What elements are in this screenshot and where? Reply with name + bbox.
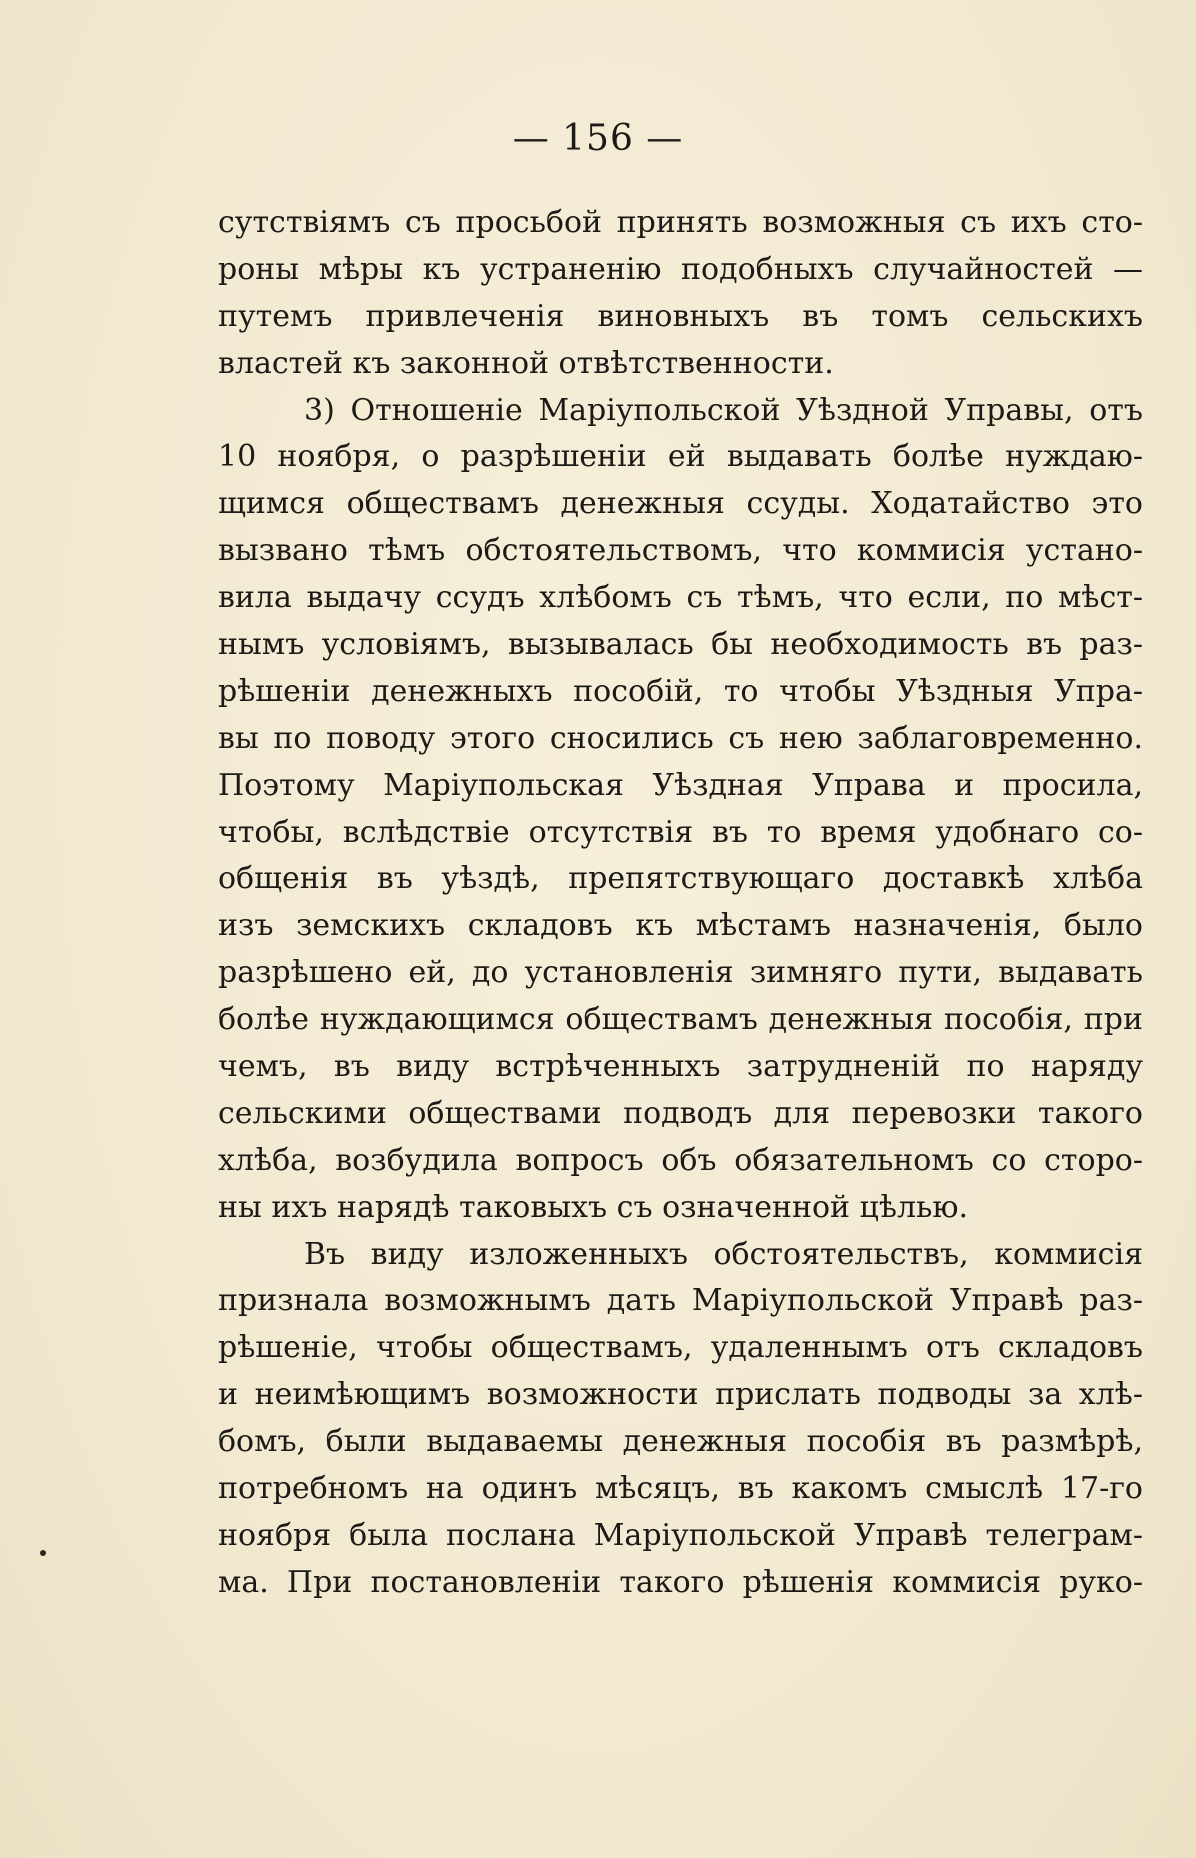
text-line: общенія въ уѣздѣ, препятствующаго доставкѣ хлѣба bbox=[218, 861, 1143, 897]
text-line: вы по поводу этого сносились съ нею заблаговременно. bbox=[218, 720, 1143, 756]
text-line: разрѣшено ей, до установленія зимняго пути, выдавать bbox=[218, 955, 1143, 991]
text-line: рѣшеніе, чтобы обществамъ, удаленнымъ отъ складовъ bbox=[218, 1330, 1143, 1366]
text-line: путемъ привлеченія виновныхъ въ томъ сельскихъ bbox=[218, 298, 1143, 334]
text-line: вызвано тѣмъ обстоятельствомъ, что коммисія устано- bbox=[218, 533, 1143, 569]
text-line: Поэтому Маріупольская Уѣздная Управа и просила, bbox=[218, 767, 1143, 803]
text-line: ноября была послана Маріупольской Управѣ телеграм- bbox=[218, 1517, 1143, 1553]
text-line: чемъ, въ виду встрѣченныхъ затрудненій по наряду bbox=[218, 1049, 1143, 1085]
text-line: рѣшеніи денежныхъ пособій, то чтобы Уѣздныя Упра- bbox=[218, 673, 1143, 709]
ink-speck bbox=[40, 1550, 46, 1556]
text-line: и неимѣющимъ возможности прислать подводы за хлѣ- bbox=[218, 1377, 1143, 1413]
text-line: щимся обществамъ денежныя ссуды. Ходатайство это bbox=[218, 486, 1143, 522]
text-line: властей къ законной отвѣтственности. bbox=[218, 345, 834, 381]
text-line: ма. При постановленіи такого рѣшенія коммисія руко- bbox=[218, 1564, 1143, 1600]
text-line: признала возможнымъ дать Маріупольской Управѣ раз- bbox=[218, 1283, 1143, 1319]
text-line: болѣе нуждающимся обществамъ денежныя пособія, при bbox=[218, 1002, 1143, 1038]
text-line: 3) Отношеніе Маріупольской Уѣздной Управы, отъ bbox=[304, 392, 1143, 428]
text-line: сутствіямъ съ просьбой принять возможныя съ ихъ сто- bbox=[218, 205, 1143, 240]
text-line: нымъ условіямъ, вызывалась бы необходимость въ раз- bbox=[218, 627, 1143, 663]
text-line: Въ виду изложенныхъ обстоятельствъ, коммисія bbox=[304, 1236, 1143, 1272]
text-line: вила выдачу ссудъ хлѣбомъ съ тѣмъ, что если, по мѣст- bbox=[218, 580, 1143, 616]
page-number: — 156 — bbox=[512, 118, 684, 159]
text-line: чтобы, вслѣдствіе отсутствія въ то время удобнаго со- bbox=[218, 814, 1143, 850]
body-text bbox=[218, 200, 1143, 1607]
text-line: 10 ноября, о разрѣшеніи ей выдавать болѣе нуждаю- bbox=[218, 439, 1143, 475]
text-line: хлѣба, возбудила вопросъ объ обязательномъ со сторо- bbox=[218, 1142, 1143, 1178]
text-line: ны ихъ нарядѣ таковыхъ съ означенной цѣлью. bbox=[218, 1189, 968, 1225]
text-line: бомъ, были выдаваемы денежныя пособія въ размѣрѣ, bbox=[218, 1424, 1143, 1460]
text-line: изъ земскихъ складовъ къ мѣстамъ назначенія, было bbox=[218, 908, 1143, 944]
text-line: роны мѣры къ устраненію подобныхъ случайностей — bbox=[218, 251, 1143, 287]
text-line: сельскими обществами подводъ для перевозки такого bbox=[218, 1095, 1143, 1131]
text-line: потребномъ на одинъ мѣсяцъ, въ какомъ смыслѣ 17-го bbox=[218, 1471, 1143, 1507]
